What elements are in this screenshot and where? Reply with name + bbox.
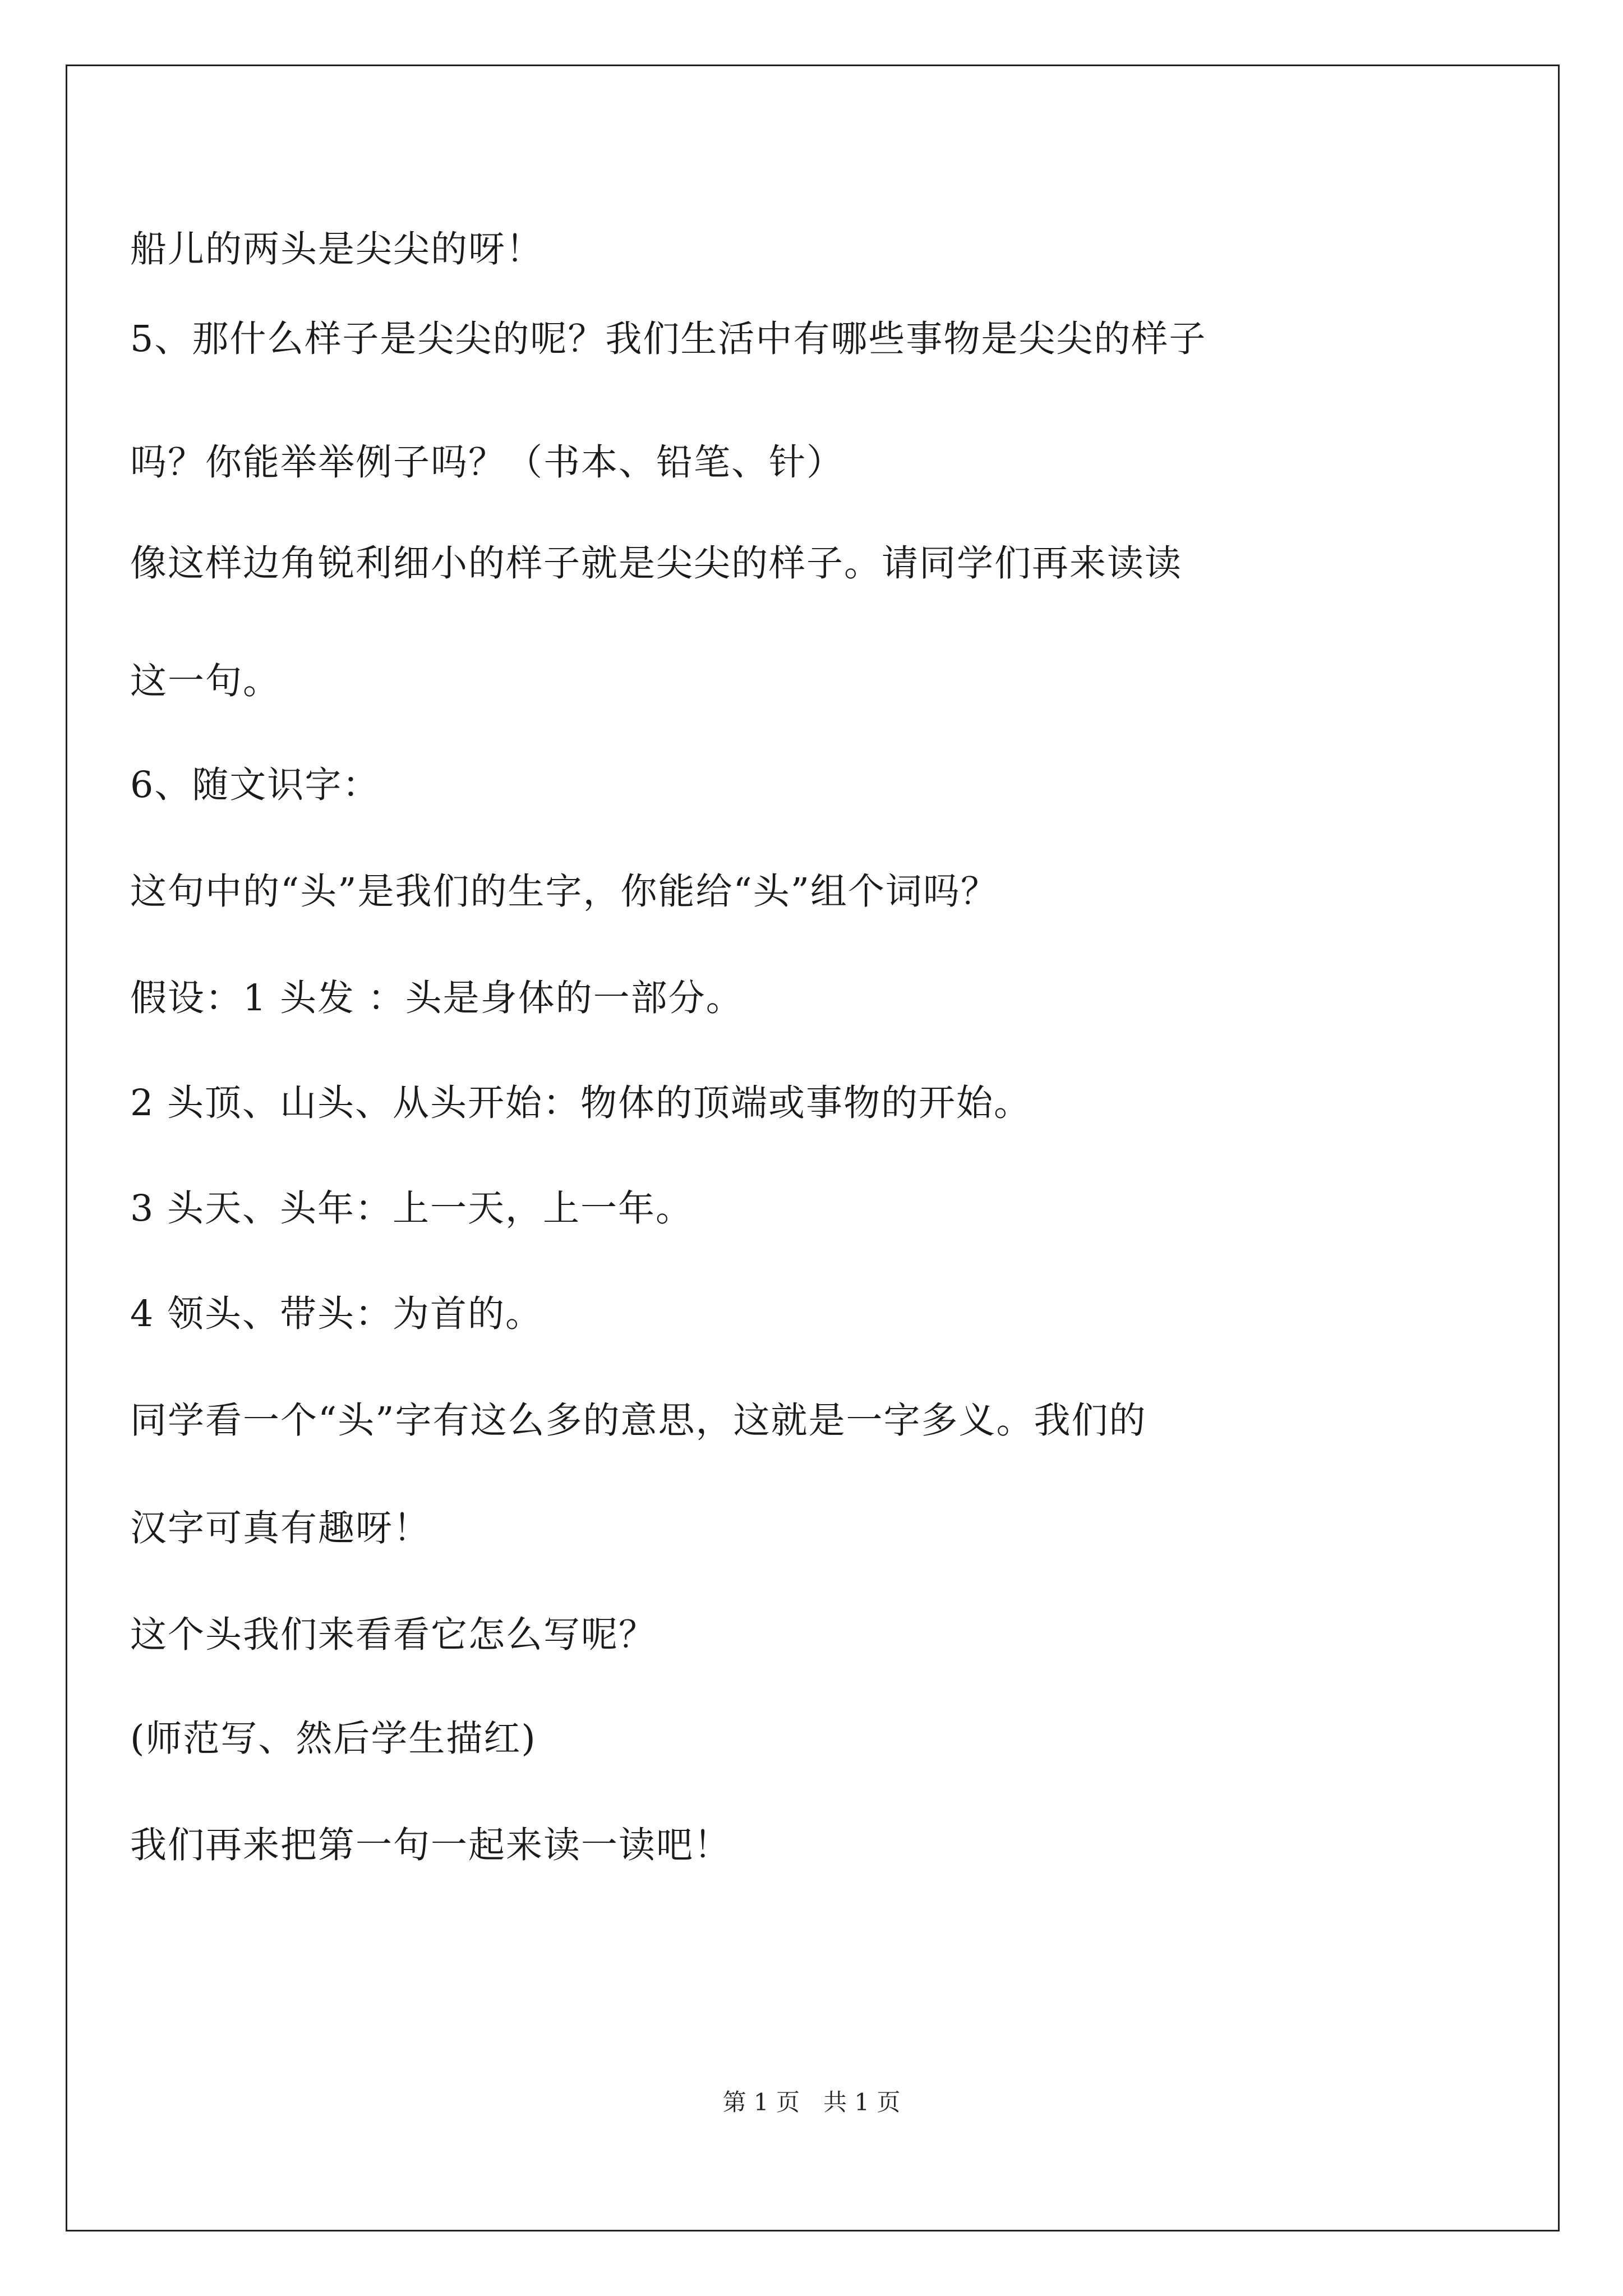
paragraph-line: 6、随文识字： xyxy=(130,764,380,806)
paragraph-line: 5、那什么样子是尖尖的呢？我们生活中有哪些事物是尖尖的样子 xyxy=(130,318,1207,360)
paragraph-line: 像这样边角锐利细小的样子就是尖尖的样子。请同学们再来读读 xyxy=(130,542,1183,585)
paragraph-line: 这句中的“头”是我们的生字，你能给“头”组个词吗？ xyxy=(130,871,998,913)
paragraph-line: 同学看一个“头”字有这么多的意思，这就是一字多义。我们的 xyxy=(130,1400,1147,1442)
paragraph-line: 我们再来把第一句一起来读一读吧！ xyxy=(130,1824,732,1866)
paragraph-line: 汉字可真有趣呀！ xyxy=(130,1507,431,1549)
paragraph-line: 4 领头、带头：为首的。 xyxy=(130,1293,543,1335)
page-number-footer: 第 1 页 共 1 页 xyxy=(722,2088,901,2116)
paragraph-line: (师范写、然后学生描红) xyxy=(130,1718,537,1760)
paragraph-line: 2 头顶、山头、从头开始：物体的顶端或事物的开始。 xyxy=(130,1082,1032,1124)
paragraph-line: 船儿的两头是尖尖的呀！ xyxy=(130,228,544,270)
paragraph-line: 这一句。 xyxy=(130,660,281,702)
paragraph-line: 这个头我们来看看它怎么写呢？ xyxy=(130,1614,657,1656)
paragraph-line: 3 头天、头年：上一天，上一年。 xyxy=(130,1188,694,1230)
paragraph-line: 吗？你能举举例子吗？（书本、铅笔、针） xyxy=(130,441,845,484)
paragraph-line: 假设：1 头发 ：头是身体的一部分。 xyxy=(130,977,744,1019)
